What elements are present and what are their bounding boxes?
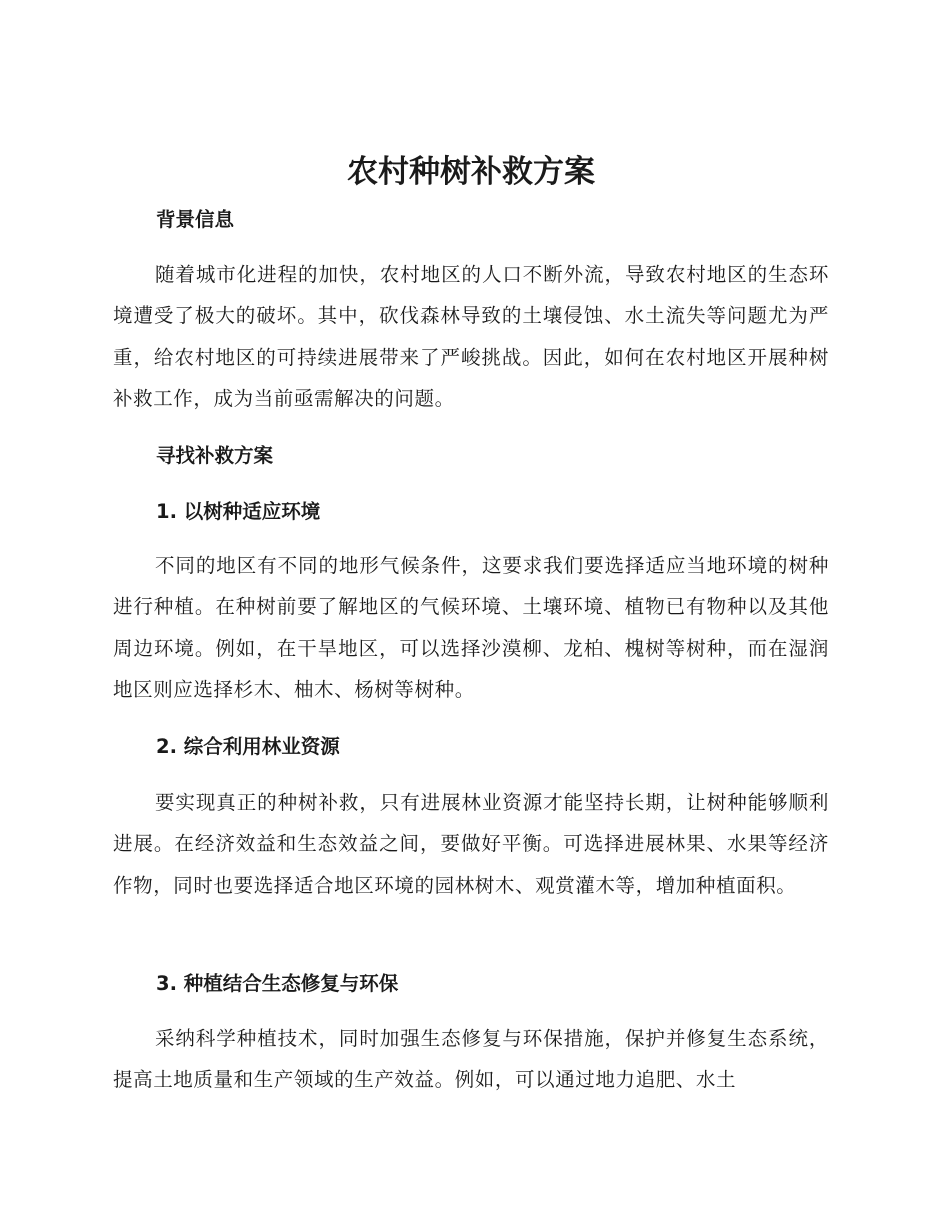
section-heading-1: 1. 以树种适应环境 (156, 500, 321, 523)
section-heading-3: 3. 种植结合生态修复与环保 (156, 972, 399, 995)
section-heading-solutions: 寻找补救方案 (156, 444, 274, 467)
document-title: 农村种树补救方案 (347, 154, 595, 190)
section-paragraph-1: 不同的地区有不同的地形气候条件，这要求我们要选择适应当地环境的树种进行种植。在种树前要了解地区的气候环境、土壤环境、植物已有物种以及其他周边环境。例如，在干旱地区，可以选择沙漠柳、龙柏、槐树等树种，而在湿润地区则应选择杉木、柚木、杨树等树种。 (113, 554, 829, 701)
section-paragraph-2: 要实现真正的种树补救，只有进展林业资源才能坚持长期，让树种能够顺利进展。在经济效益和生态效益之间，要做好平衡。可选择进展林果、水果等经济作物，同时也要选择适合地区环境的园林树木、观赏灌木等，增加种植面积。 (113, 791, 829, 897)
section-paragraph-3: 采纳科学种植技术，同时加强生态修复与环保措施，保护并修复生态系统，提高土地质量和生产领域的生产效益。例如，可以通过地力追肥、水土 (113, 1027, 829, 1092)
section-paragraph-background: 随着城市化进程的加快，农村地区的人口不断外流，导致农村地区的生态环境遭受了极大的破坏。其中，砍伐森林导致的土壤侵蚀、水土流失等问题尤为严重，给农村地区的可持续进展带来了严峻挑战。因此，如何在农村地区开展种树补救工作，成为当前亟需解决的问题。 (113, 263, 829, 410)
section-heading-2: 2. 综合利用林业资源 (156, 735, 340, 758)
section-heading-background: 背景信息 (156, 208, 235, 231)
